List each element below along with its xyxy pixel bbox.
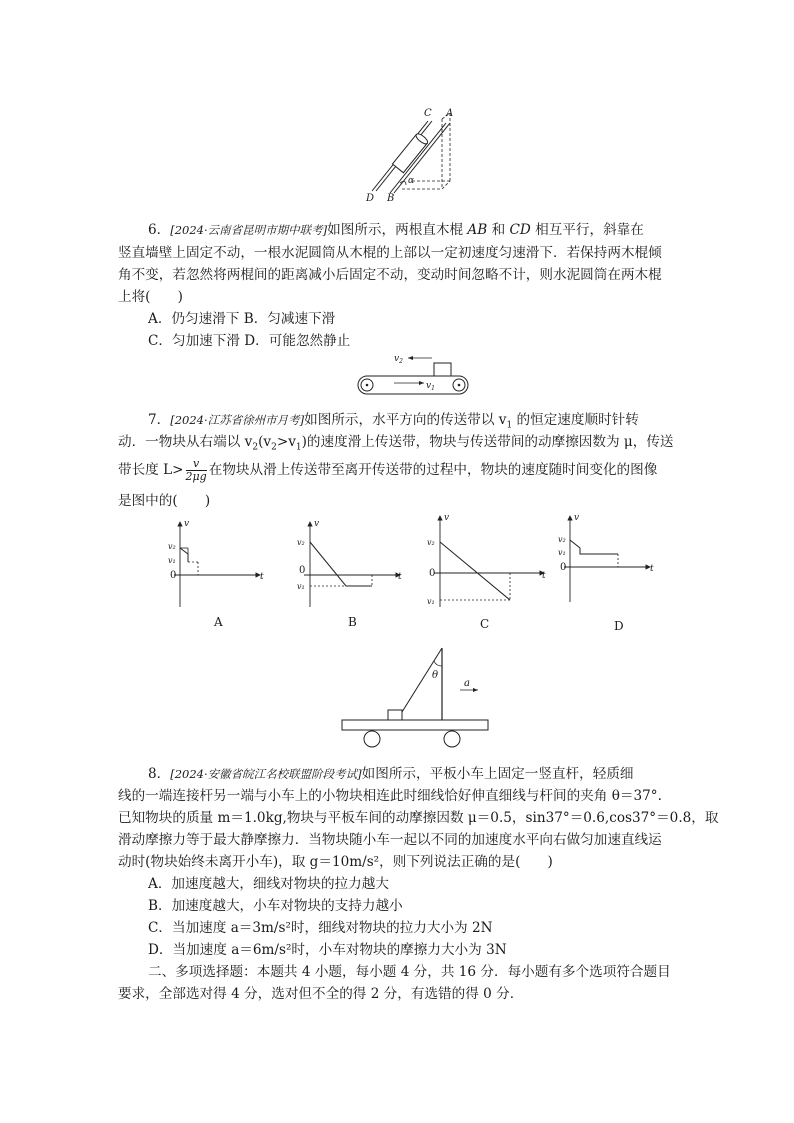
belt-v2-label: $v_2$ [394, 354, 403, 365]
section2-line2: 要求，全部选对得 4 分，选对但不全的得 2 分，有选错的得 0 分． [118, 986, 524, 1002]
q7-belt-figure [356, 350, 476, 400]
q7-graphs [160, 512, 680, 637]
graph-b-tick-v2: v₂ [297, 538, 305, 547]
graph-a-tick-v1: v₁ [168, 556, 176, 565]
q6-source: [2024·云南省昆明市期中联考] [170, 223, 328, 237]
graph-c-label: C [480, 617, 490, 631]
graph-a-tick-v2: v₂ [168, 542, 176, 551]
q6-and: 和 [491, 222, 506, 238]
q6-text1: 如图所示，两根直木棍 [327, 222, 464, 238]
graph-d-tick-v1: v₁ [558, 548, 566, 557]
graph-d-v-axis-label: v [574, 513, 580, 523]
graph-d-tick-0: 0 [560, 562, 567, 573]
q6-ab: AB [467, 222, 488, 238]
graph-b-tick-0: 0 [299, 565, 306, 576]
graph-c [427, 513, 546, 631]
graph-c-tick-0: 0 [429, 568, 436, 579]
q8-line5: 动时(物块始终未离开小车)，取 g＝10m/s²，则下列说法正确的是( ) [118, 854, 553, 870]
q8-fig-theta: θ [432, 670, 439, 681]
q7-fraction [186, 458, 207, 483]
q8-text1: 如图所示，平板小车上固定一竖直杆，轻质细 [361, 766, 634, 782]
q7-line3 [118, 456, 657, 484]
graph-b-label: B [348, 615, 357, 629]
q7-line2d: )的速度滑上传送带，物块与传送带间的动摩擦因数为 μ，传送 [301, 434, 674, 450]
q6-fig-label-alpha: α [408, 176, 415, 186]
q7-frac-num: v [186, 458, 207, 471]
q6-line2: 竖直墙壁上固定不动，一根水泥圆筒从木棍的上部以一定初速度匀速滑下．若保持两木棍倾 [118, 245, 662, 261]
graph-a [168, 519, 264, 629]
graph-d-t-axis-label: t [650, 564, 654, 574]
q7-source: [2024·江苏省徐州市月考] [170, 413, 305, 427]
q6-figure [362, 105, 472, 205]
q6-fig-label-a: A [446, 108, 454, 119]
graph-c-t-axis-label: t [542, 571, 546, 581]
graph-c-v-axis-label: v [444, 513, 450, 523]
q7-line2a: 动．一物块从右端以 v [118, 434, 253, 450]
q8-line3: 已知物块的质量 m＝1.0kg,物块与平板车间的动摩擦因数 μ＝0.5，sin37°＝0.6,cos37°＝0.8，取 [118, 810, 719, 826]
q6-line4: 上将( ) [118, 289, 183, 305]
q6-fig-label-d: D [366, 193, 375, 204]
q6-text1b: 相互平行，斜靠在 [535, 222, 644, 238]
q8-source: [2024·安徽省皖江名校联盟阶段考试] [170, 767, 362, 781]
graph-b [297, 519, 402, 629]
q6-fig-label-b: B [387, 193, 395, 204]
q8-line4: 滑动摩擦力等于最大静摩擦力．当物块随小车一起以不同的加速度水平向右做匀加速直线运 [118, 832, 662, 848]
q7-sub1b: 1 [295, 442, 302, 453]
q8-option-a: A．加速度越大，细线对物块的拉力越大 [148, 876, 389, 892]
graph-b-t-axis-label: t [398, 572, 402, 582]
q6-line3: 角不变，若忽然将两棍间的距离减小后固定不动，变动时间忽略不计，则水泥圆筒在两木棍 [118, 267, 662, 283]
q6-options-ab: A．仍匀速滑下 B．匀减速下滑 [148, 311, 336, 327]
q6-fig-label-c: C [424, 108, 432, 119]
q7-number: 7． [148, 412, 171, 428]
q7-text1b: 的恒定速度顺时针转 [512, 412, 639, 428]
q7-line2b: (v [258, 434, 272, 450]
q7-line3b: 在物块从滑上传送带至离开传送带的过程中，物块的速度随时间变化的图像 [208, 462, 658, 478]
q8-line2: 线的一端连接杆另一端与小车上的小物块相连此时细线恰好伸直细线与杆间的夹角 θ＝37°. [118, 788, 662, 804]
graph-b-v-axis-label: v [314, 519, 320, 529]
q7-sub2b: 2 [271, 442, 277, 453]
q7-frac-den: 2μg [185, 470, 207, 483]
q7-sub2: 2 [252, 442, 259, 453]
q8-option-b: B．加速度越大，小车对物块的支持力越小 [148, 898, 403, 914]
graph-d-label: D [614, 619, 624, 633]
section2-line1: 二、多项选择题：本题共 4 小题，每小题 4 分，共 16 分．每小题有多个选项符合题目 [148, 964, 671, 980]
graph-a-tick-0: 0 [170, 570, 177, 581]
q6-number: 6． [148, 222, 171, 238]
q6-options-cd: C．匀加速下滑 D．可能忽然静止 [148, 333, 351, 349]
q8-option-c: C．当加速度 a＝3m/s²时，细线对物块的拉力大小为 2N [148, 920, 493, 936]
q7-text1: 如图所示，水平方向的传送带以 v [304, 412, 507, 428]
graph-c-tick-v1: v₁ [427, 597, 435, 606]
q8-option-d: D．当加速度 a＝6m/s²时，小车对物块的摩擦力大小为 3N [148, 942, 507, 958]
q6-cd: CD [509, 222, 531, 238]
q7-line3a: 带长度 L> [118, 462, 184, 478]
q7-sub1: 1 [506, 420, 513, 431]
graph-a-label: A [214, 615, 223, 629]
graph-a-t-axis-label: t [260, 572, 264, 582]
q7-line2 [118, 431, 674, 459]
q8-line1 [148, 763, 634, 785]
q6-line1 [148, 219, 644, 241]
graph-d [558, 513, 654, 633]
q8-number: 8． [148, 766, 171, 782]
q7-line4: 是图中的( ) [118, 493, 211, 509]
graph-c-tick-v2: v₂ [427, 538, 435, 547]
q7-line2c: >v [276, 434, 296, 450]
belt-v1-label: $v_1$ [426, 381, 435, 392]
graph-b-tick-v1: v₁ [297, 582, 305, 591]
graph-d-tick-v2: v₂ [558, 535, 566, 544]
q8-fig-accel: a [464, 678, 470, 689]
graph-a-v-axis-label: v [184, 519, 190, 529]
q8-cart-figure [338, 644, 498, 754]
